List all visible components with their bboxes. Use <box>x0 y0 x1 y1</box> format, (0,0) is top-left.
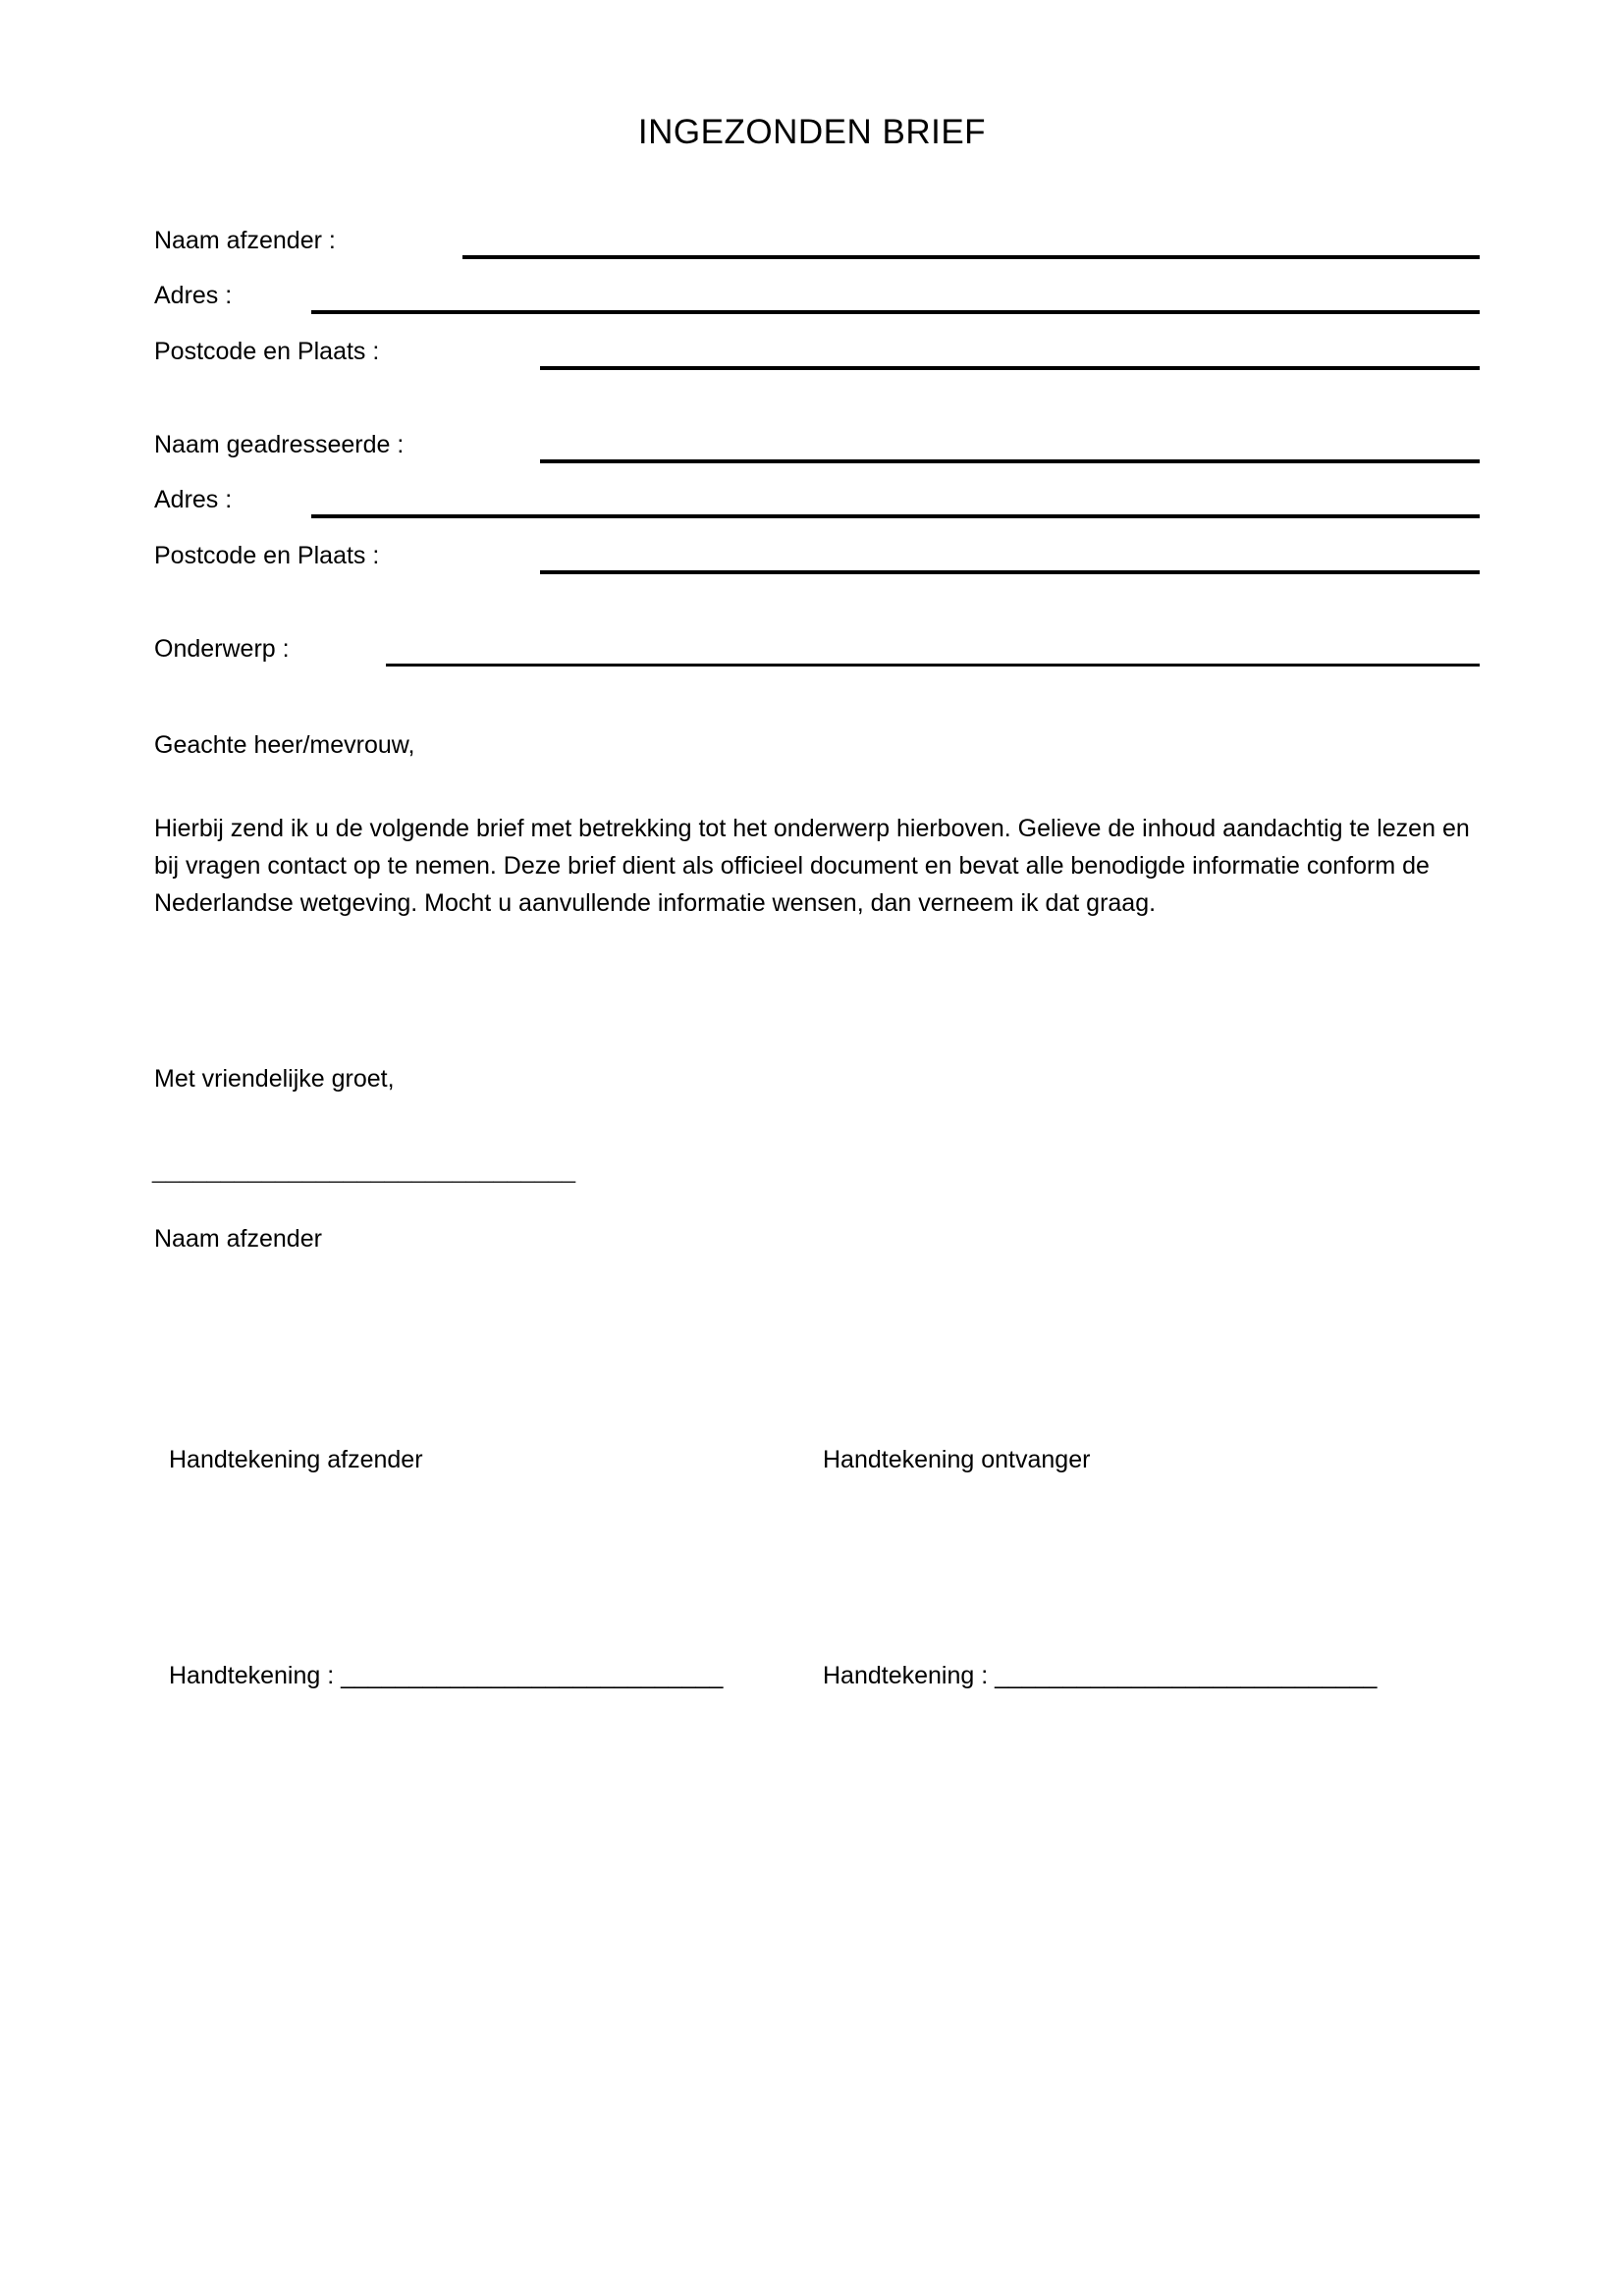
field-row-naam-afzender <box>154 224 1480 263</box>
field-row-adres-geadresseerde <box>154 483 1480 522</box>
field-rule-postcode-geadresseerde[interactable] <box>540 570 1480 574</box>
field-label-adres-afzender: Adres : <box>154 282 233 309</box>
field-rule-postcode-afzender[interactable] <box>540 366 1480 370</box>
signature-field-recipient-label: Handtekening : <box>823 1662 996 1689</box>
field-label-postcode-geadresseerde: Postcode en Plaats : <box>154 542 380 569</box>
field-row-onderwerp <box>154 632 1480 671</box>
field-label-postcode-afzender: Postcode en Plaats : <box>154 338 380 365</box>
letter-closing: Met vriendelijke groet, <box>154 1065 395 1093</box>
field-rule-adres-afzender[interactable] <box>311 310 1480 314</box>
field-rule-adres-geadresseerde[interactable] <box>311 514 1480 518</box>
page-title: INGEZONDEN BRIEF <box>637 113 987 151</box>
signature-sender-name: Naam afzender <box>154 1225 322 1253</box>
signature-field-sender[interactable] <box>169 1659 723 1692</box>
field-row-naam-geadresseerde <box>154 428 1480 467</box>
letter-salutation: Geachte heer/mevrouw, <box>154 731 415 759</box>
field-row-postcode-afzender <box>154 335 1480 374</box>
field-label-naam-geadresseerde: Naam geadresseerde : <box>154 431 405 458</box>
signature-field-recipient[interactable] <box>823 1659 1377 1692</box>
signature-field-sender-label: Handtekening : <box>169 1662 342 1689</box>
signature-line-placeholder[interactable]: _______________________________ <box>152 1156 576 1184</box>
field-row-postcode-geadresseerde <box>154 539 1480 578</box>
field-label-naam-afzender: Naam afzender : <box>154 227 336 254</box>
field-rule-naam-afzender[interactable] <box>462 255 1480 259</box>
signature-heading-sender: Handtekening afzender <box>169 1446 423 1473</box>
signature-heading-recipient: Handtekening ontvanger <box>823 1446 1091 1473</box>
letter-body-paragraph: Hierbij zend ik u de volgende brief met betrekking tot het onderwerp hierboven. Gelieve de inhoud aandachtig te lezen en bij vragen contact op te nemen. Deze brief dient als officieel document en bevat alle benodigde informatie conform de Nederlandse wetgeving. Mocht u aanvullende informatie wensen, dan verneem ik dat graag. <box>154 815 1470 917</box>
signature-field-sender-blank[interactable]: ____________________________ <box>341 1662 724 1689</box>
field-label-adres-geadresseerde: Adres : <box>154 486 233 513</box>
field-rule-naam-geadresseerde[interactable] <box>540 459 1480 463</box>
field-label-onderwerp: Onderwerp : <box>154 635 290 663</box>
field-rule-onderwerp[interactable] <box>386 664 1480 667</box>
signature-field-recipient-blank[interactable]: ____________________________ <box>995 1662 1378 1689</box>
field-row-adres-afzender <box>154 279 1480 318</box>
